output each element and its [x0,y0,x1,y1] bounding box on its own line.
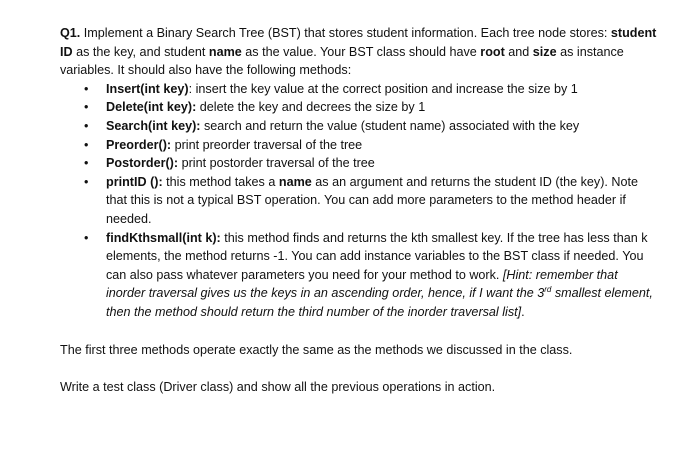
method-item-printid: • printID (): this method takes a name as an argument and returns the student ID (the key). Note that this is not a typical BST operation. You can add more parameters to the method header if needed. [84,174,638,226]
bullet-icon: • [84,156,89,171]
method-description: print postorder traversal of the tree [178,156,375,171]
method-item-delete [84,98,660,117]
bullet-icon: • [84,137,89,152]
method-signature: printID (): [106,174,163,189]
method-description: search and return the value (student name) associated with the key [200,118,580,133]
bullet-icon: • [84,100,89,115]
method-signature: Insert(int key) [106,81,189,96]
method-item-postorder [84,154,660,173]
method-description: print preorder traversal of the tree [171,137,363,152]
method-description: delete the key and decrees the size by 1 [196,100,426,115]
bullet-icon: • [84,118,89,133]
method-item-preorder [84,136,660,155]
method-item-findkthsmall: • findKthsmall(int k): this method finds and returns the kth smallest key. If the tree has less than k elements, the method returns -1. You can add instance variables to the BST class if needed. You can also pass whatever parameters you need for your method to work. [Hint: remember that inorder traversal gives us the keys in an ascending order, hence, if I want the 3rd smallest element, then the method should return the third number of the inorder traversal list]. [84,230,653,319]
question-label: Q1. [60,26,81,40]
bullet-icon: • [84,81,89,96]
hint-text: [Hint: remember that inorder traversal gives us the keys in an ascending order, hence, if I want the 3rd smallest element, then the method should return the third number of the inorder traversal list] [106,267,653,319]
methods-list [60,80,660,322]
method-description: this method finds and returns the kth smallest key. If the tree has less than k elements, the method returns -1. You can add instance variables to the BST class if needed. You can also pass whatever parameters you need for your method to work. [106,230,648,282]
closing-line-1: The first three methods operate exactly the same as the methods we discussed in the class. [60,342,573,357]
method-item-insert [84,80,660,99]
method-signature: findKthsmall(int k): [106,230,221,245]
bullet-icon: • [84,230,89,245]
question-intro: Q1. Implement a Binary Search Tree (BST) that stores student information. Each tree node stores: student ID as the key, and student name as the value. Your BST class should have root and size as instance variables. It should also have the following methods: [60,26,657,78]
bullet-icon: • [84,174,89,189]
method-signature: Preorder(): [106,137,172,152]
method-signature: Search(int key): [106,118,201,133]
method-item-search [84,117,660,136]
method-signature: Postorder(): [106,156,179,171]
closing-line-2: Write a test class (Driver class) and show all the previous operations in action. [60,380,496,395]
method-signature: Delete(int key): [106,100,197,115]
method-description: : insert the key value at the correct position and increase the size by 1 [188,81,578,96]
